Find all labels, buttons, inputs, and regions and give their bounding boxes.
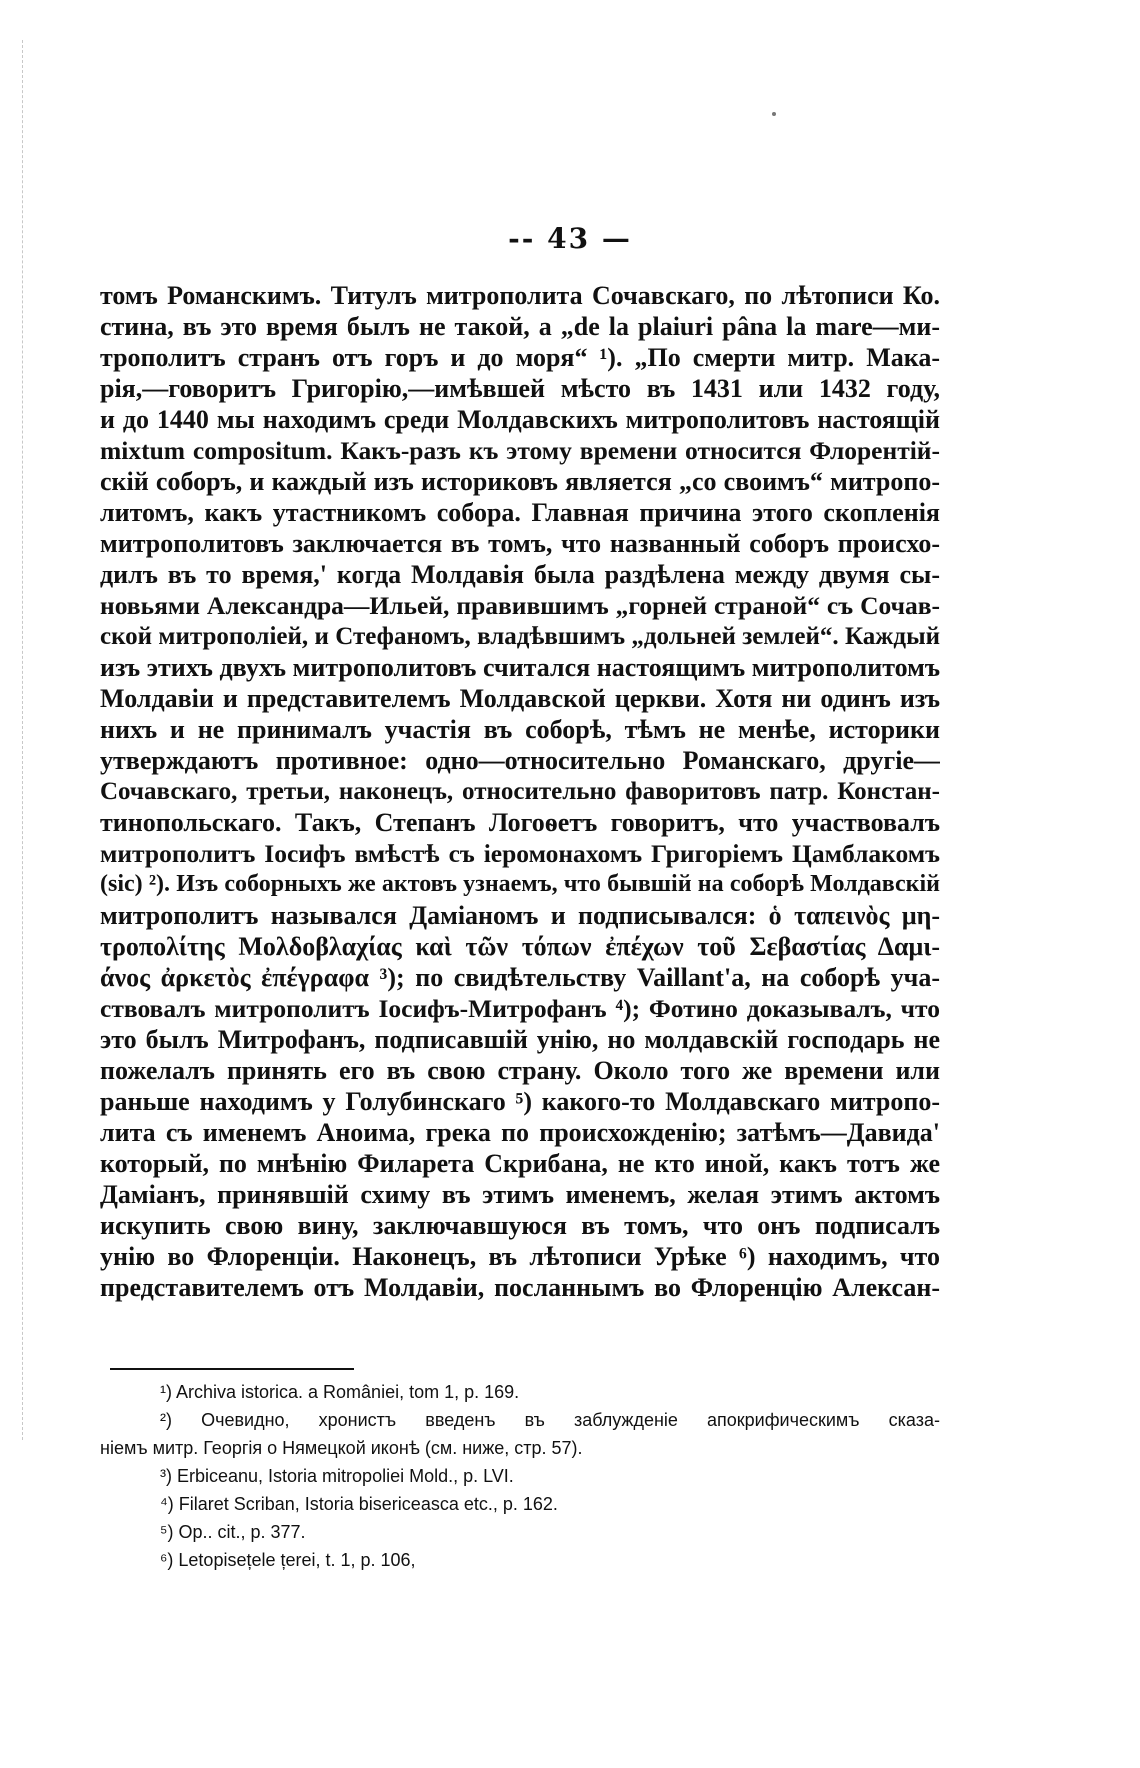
text-line: новьями Александра—Ильей, правившимъ „горней страной“ съ Сочав- bbox=[100, 591, 940, 620]
text-line: изъ этихъ двухъ митрополитовъ считался настоящимъ митрополитомъ bbox=[100, 653, 940, 682]
text-line: ской митрополіей, и Стефаномъ, владѣвшимъ „дольней землей“. Каждый bbox=[100, 623, 940, 650]
text-line: тинопольскаго. Такъ, Степанъ Логоѳетъ говоритъ, что участвовалъ bbox=[100, 808, 940, 837]
text-line: утверждаютъ противное: одно—относительно Романскаго, другіе— bbox=[100, 746, 940, 775]
text-line: унію во Флоренціи. Наконецъ, въ лѣтописи Урѣке ⁶) находимъ, что bbox=[100, 1242, 940, 1271]
footnote-divider bbox=[110, 1368, 354, 1370]
text-line: стина, въ это время былъ не такой, а „de la plaiuri pâna la mare—ми- bbox=[100, 312, 940, 341]
footnote-2: ²) Очевидно, хронистъ введенъ въ заблужденіе апокрифическимъ сказа- bbox=[160, 1410, 940, 1430]
text-line: рія,—говоритъ Григорію,—имѣвшей мѣсто въ 1431 или 1432 году, bbox=[100, 374, 940, 403]
text-line: лита съ именемъ Аноима, грека по происхожденію; затѣмъ—Давида' bbox=[100, 1118, 940, 1147]
text-line: Даміанъ, принявшій схиму въ этимъ именемъ, желая этимъ актомъ bbox=[100, 1180, 940, 1209]
text-line: Молдавіи и представителемъ Молдавской церкви. Хотя ни одинъ изъ bbox=[100, 684, 940, 713]
text-line: и до 1440 мы находимъ среди Молдавскихъ митрополитовъ настоящій bbox=[100, 405, 940, 434]
page-number: -- 43 — bbox=[508, 222, 632, 255]
text-line: τροπολίτης Μολδοβλαχίας καὶ τῶν τόπων ἐπέχων τοῦ Σεβαστίας Δαμι- bbox=[100, 932, 940, 961]
text-line: (sic) ²). Изъ соборныхъ же актовъ узнаемъ, что бывшій на соборѣ Молдавскій bbox=[100, 871, 940, 897]
text-line: трополитъ странъ отъ горъ и до моря“ ¹). „По смерти митр. Мака- bbox=[100, 343, 940, 372]
text-line: представителемъ отъ Молдавіи, посланнымъ во Флоренцію Алексан- bbox=[100, 1273, 940, 1302]
footnote-6: ⁶) Letopisețele țerei, t. 1, p. 106, bbox=[160, 1550, 416, 1570]
text-line: mixtum compositum. Какъ-разъ къ этому времени относится Флорентій- bbox=[100, 436, 940, 465]
footnote-1: ¹) Archiva istorica. a României, tom 1, p. 169. bbox=[160, 1382, 520, 1402]
footnote-3: ³) Erbiceanu, Istoria mitropoliei Mold., p. LVI. bbox=[160, 1466, 514, 1486]
speck-mark bbox=[772, 112, 776, 116]
footnotes bbox=[100, 1378, 940, 1574]
text-line: который, по мнѣнію Филарета Скрибана, не кто иной, какъ тотъ же bbox=[100, 1149, 940, 1178]
text-line: литомъ, какъ утастникомъ собора. Главная причина этого скопленія bbox=[100, 498, 940, 527]
text-line: раньше находимъ у Голубинскаго ⁵) какого-то Молдавскаго митропо- bbox=[100, 1087, 940, 1116]
footnote-5: ⁵) Op.. cit., p. 377. bbox=[160, 1522, 306, 1542]
text-line: скій соборъ, и каждый изъ историковъ является „со своимъ“ митропо- bbox=[100, 467, 940, 496]
text-line: искупить свою вину, заключавшуюся въ томъ, что онъ подписалъ bbox=[100, 1211, 940, 1240]
text-line: митрополитъ Іосифъ вмѣстѣ съ іеромонахомъ Григоріемъ Цамблакомъ bbox=[100, 839, 940, 868]
text-line: это былъ Митрофанъ, подписавшій унію, но молдавскій господарь не bbox=[100, 1025, 940, 1054]
text-line: пожелалъ принять его въ свою страну. Около того же времени или bbox=[100, 1056, 940, 1085]
text-line: άνος ἀρκετὸς ἐπέγραφα ³); по свидѣтельству Vaillant'a, на соборѣ уча- bbox=[100, 963, 940, 992]
text-line: нихъ и не принималъ участія въ соборѣ, тѣмъ не менѣе, историки bbox=[100, 715, 940, 744]
body-text bbox=[100, 280, 940, 1303]
text-line: Сочавскаго, третьи, наконецъ, относительно фаворитовъ патр. Констан- bbox=[100, 778, 940, 805]
text-line: томъ Романскимъ. Титулъ митрополита Сочавскаго, по лѣтописи Ко. bbox=[100, 281, 940, 310]
footnote-4: ⁴) Filaret Scriban, Istoria bisericeasca etc., p. 162. bbox=[160, 1494, 558, 1514]
text-line: митрополитовъ заключается въ томъ, что названный соборъ происхо- bbox=[100, 529, 940, 558]
footnote-2-continuation: ніемъ митр. Георгія о Нямецкой иконѣ (см. ниже, стр. 57). bbox=[100, 1438, 583, 1458]
text-line: митрополитъ назывался Даміаномъ и подписывался: ὁ ταπεινὸς μη- bbox=[100, 901, 940, 930]
text-line: ствовалъ митрополитъ Іосифъ-Митрофанъ ⁴); Фотино доказывалъ, что bbox=[100, 994, 940, 1023]
text-line: дилъ въ то время,' когда Молдавія была раздѣлена между двумя сы- bbox=[100, 560, 940, 589]
